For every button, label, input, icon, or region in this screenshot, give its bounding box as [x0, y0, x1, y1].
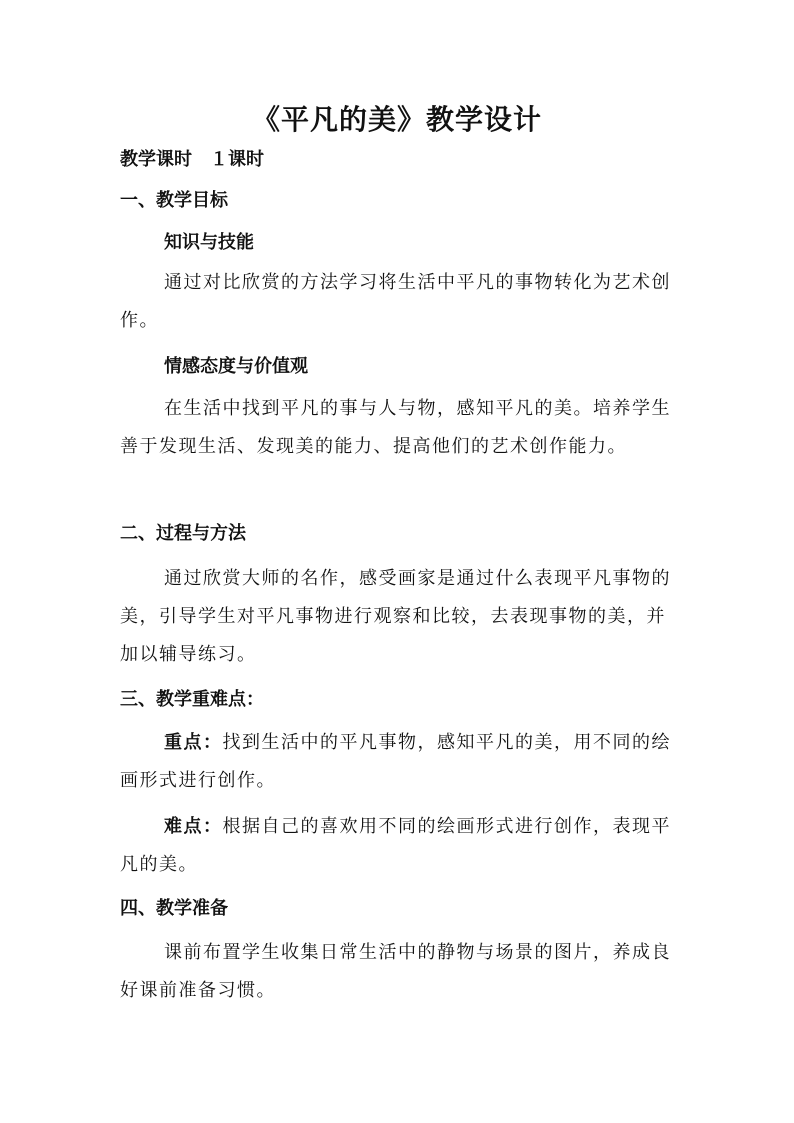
section1-sub1-heading: 知识与技能	[164, 232, 254, 253]
section4-text: 课前布置学生收集日常生活中的静物与场景的图片，养成良好课前准备习惯。	[120, 942, 671, 1001]
lesson-time: 教学课时 １课时	[120, 149, 264, 170]
section2-heading: 二、过程与方法	[120, 523, 246, 544]
document-title: 《平凡的美》教学设计	[251, 103, 542, 136]
section3-key-text: 找到生活中的平凡事物，感知平凡的美，用不同的绘画形式进行创作。	[120, 732, 671, 791]
section3-difficult-paragraph	[120, 808, 676, 884]
section2-text: 通过欣赏大师的名作，感受画家是通过什么表现平凡事物的美，引导学生对平凡事物进行观察和比较，去表现事物的美，并加以辅导练习。	[120, 568, 671, 665]
section3-key-label: 重点：	[164, 732, 223, 753]
section3-heading: 三、教学重难点：	[120, 689, 264, 710]
section1-heading: 一、教学目标	[120, 190, 228, 211]
section3-difficult-label: 难点：	[164, 816, 223, 837]
section1-sub2-text: 在生活中找到平凡的事与人与物，感知平凡的美。培养学生善于发现生活、发现美的能力、提高他们的艺术创作能力。	[120, 398, 671, 457]
section4-heading: 四、教学准备	[120, 898, 228, 919]
section1-sub1-text: 通过对比欣赏的方法学习将生活中平凡的事物转化为艺术创作。	[120, 272, 671, 331]
section1-sub2-heading: 情感态度与价值观	[164, 356, 308, 377]
section3-key-paragraph	[120, 724, 676, 800]
section3-difficult-text: 根据自己的喜欢用不同的绘画形式进行创作，表现平凡的美。	[120, 816, 671, 875]
